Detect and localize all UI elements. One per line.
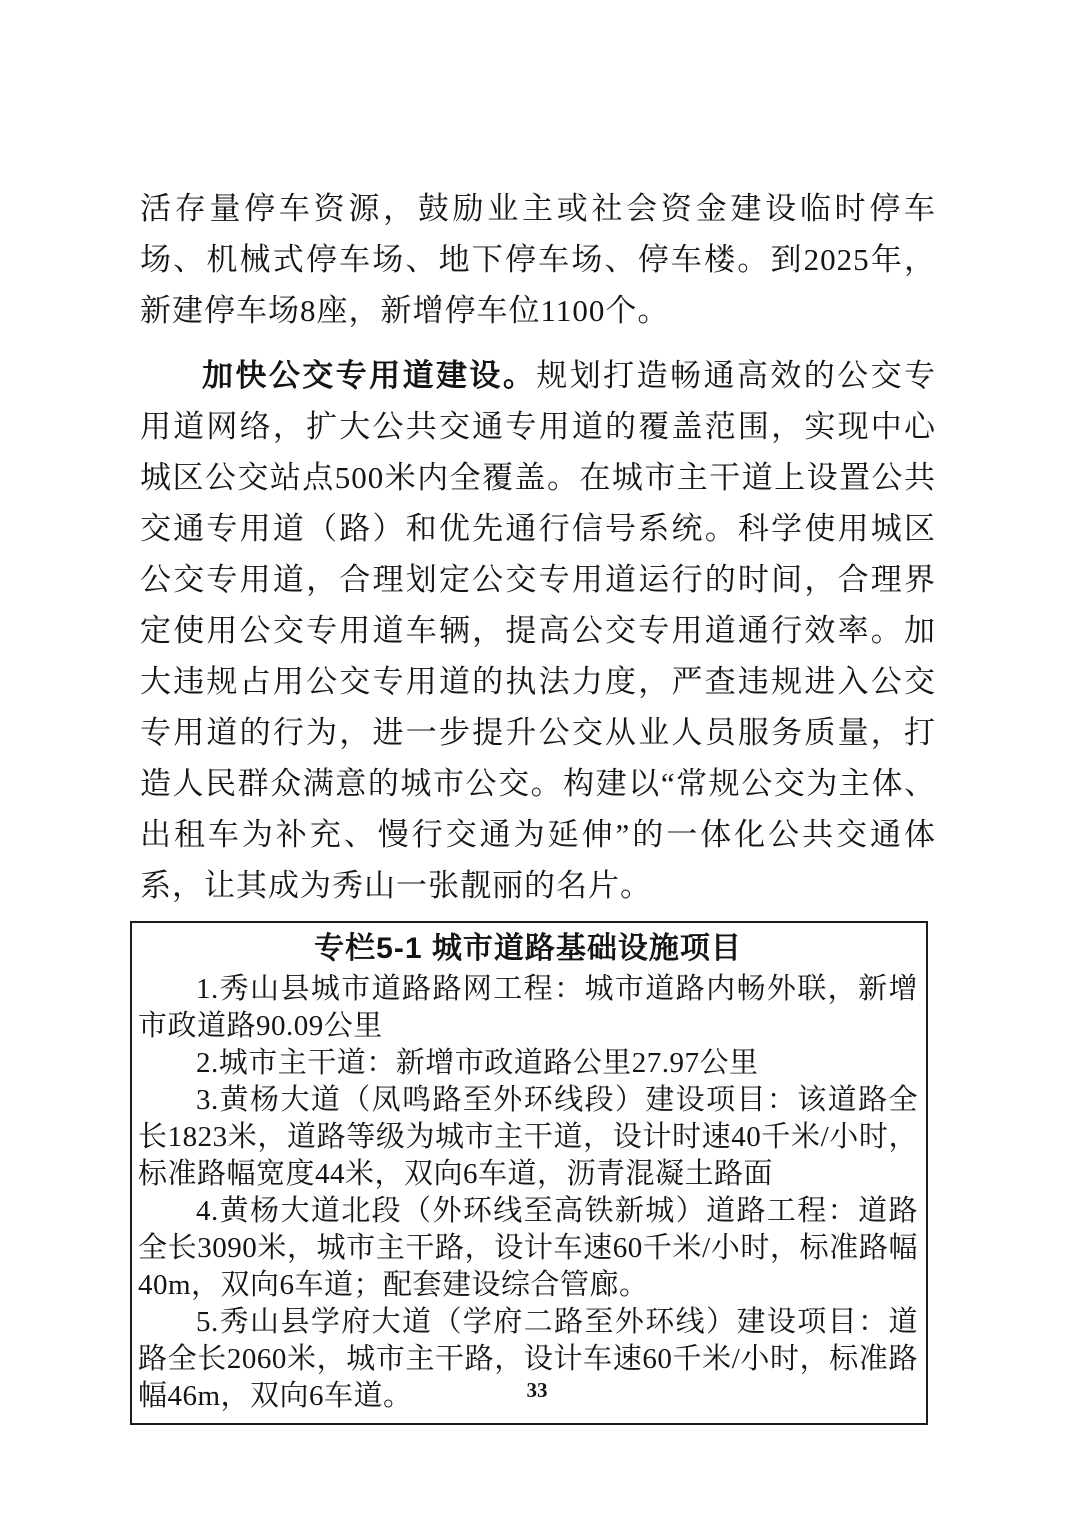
box-item-xuefu-avenue: 5.秀山县学府大道（学府二路至外环线）建设项目：道路全长2060米，城市主干路，设计车速60千米/小时，标准路幅46m，双向6车道。: [138, 1306, 918, 1412]
box-item-road-network: 1.秀山县城市道路路网工程：城市道路内畅外联，新增市政道路90.09公里: [138, 973, 918, 1042]
paragraph-parking-continuation: 活存量停车资源，鼓励业主或社会资金建设临时停车场、机械式停车场、地下停车场、停车楼。到2025年，新建停车场8座，新增停车位1100个。: [140, 191, 936, 328]
document-body: [140, 183, 936, 1425]
box-item-huangyang-avenue-north: 4.黄杨大道北段（外环线至高铁新城）道路工程：道路全长3090米，城市主干路，设计车速60千米/小时，标准路幅40m，双向6车道；配套建设综合管廊。: [138, 1195, 918, 1301]
feature-box-title: 专栏5-1 城市道路基础设施项目: [314, 932, 742, 965]
paragraph-bus-lane-lead: 加快公交专用道建设。: [202, 358, 537, 393]
box-item-huangyang-avenue: 3.黄杨大道（凤鸣路至外环线段）建设项目：该道路全长1823米，道路等级为城市主干道，设计时速40千米/小时，标准路幅宽度44米，双向6车道，沥青混凝土路面: [138, 1084, 918, 1190]
paragraph-bus-lane: [140, 350, 936, 911]
paragraph-bus-lane-text: 规划打造畅通高效的公交专用道网络，扩大公共交通专用道的覆盖范围，实现中心城区公交站点500米内全覆盖。在城市主干道上设置公共交通专用道（路）和优先通行信号系统。科学使用城区公交专用道，合理划定公交专用道运行的时间，合理界定使用公交专用道车辆，提高公交专用道通行效率。加大违规占用公交专用道的执法力度，严查违规进入公交专用道的行为，进一步提升公交从业人员服务质量，打造人民群众满意的城市公交。构建以“常规公交为主体、出租车为补充、慢行交通为延伸”的一体化公共交通体系，让其成为秀山一张靓丽的名片。: [140, 358, 937, 903]
feature-box-road-projects: [130, 921, 928, 1425]
box-item-arterial-roads: 2.城市主干道：新增市政道路公里27.97公里: [196, 1047, 759, 1079]
page-number: 33: [526, 1378, 548, 1402]
